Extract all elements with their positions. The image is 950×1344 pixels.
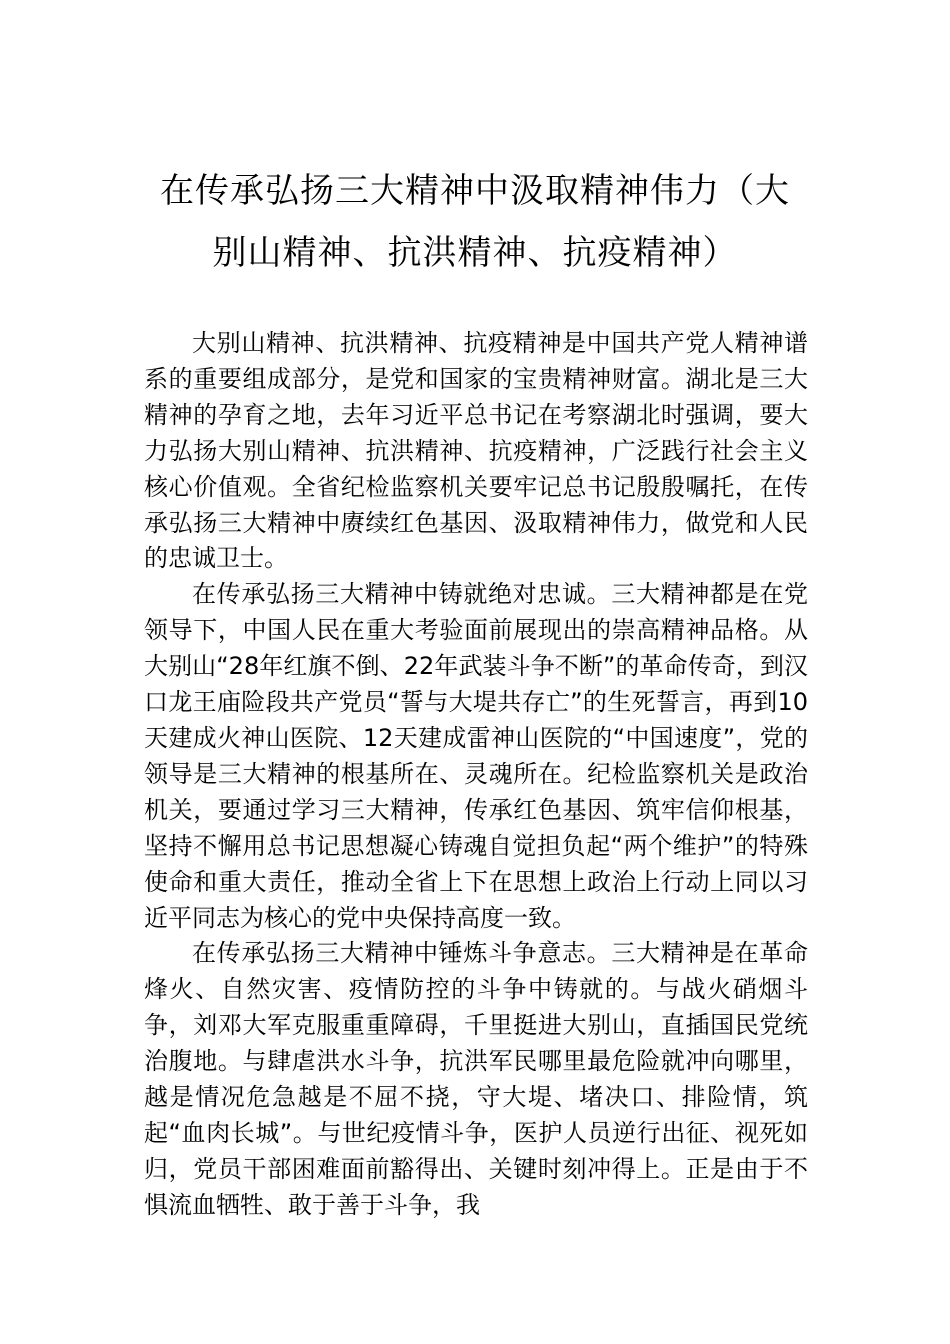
document-body bbox=[144, 326, 808, 1224]
paragraph-struggle: 在传承弘扬三大精神中锤炼斗争意志。三大精神是在革命烽火、自然灾害、疫情防控的斗争中铸就的。与战火硝烟斗争，刘邓大军克服重重障碍，千里挺进大别山，直插国民党统治腹地。与肆虐洪水斗争，抗洪军民哪里最危险就冲向哪里，越是情况危急越是不屈不挠，守大堤、堵决口、排险情，筑起“血肉长城”。与世纪疫情斗争，医护人员逆行出征、视死如归，党员干部困难面前豁得出、关键时刻冲得上。正是由于不惧流血牺牲、敢于善于斗争，我 bbox=[144, 939, 808, 1219]
document-title-line-2: 别山精神、抗洪精神、抗疫精神） bbox=[212, 233, 738, 273]
document-title bbox=[140, 160, 810, 284]
paragraph-intro: 大别山精神、抗洪精神、抗疫精神是中国共产党人精神谱系的重要组成部分，是党和国家的宝贵精神财富。湖北是三大精神的孕育之地，去年习近平总书记在考察湖北时强调，要大力弘扬大别山精神、抗洪精神、抗疫精神，广泛践行社会主义核心价值观。全省纪检监察机关要牢记总书记殷殷嘱托，在传承弘扬三大精神中赓续红色基因、汲取精神伟力，做党和人民的忠诚卫士。 bbox=[144, 329, 808, 573]
paragraph-loyalty: 在传承弘扬三大精神中铸就绝对忠诚。三大精神都是在党领导下，中国人民在重大考验面前展现出的崇高精神品格。从大别山“28年红旗不倒、22年武装斗争不断”的革命传奇，到汉口龙王庙险段共产党员“誓与大堤共存亡”的生死誓言，再到10天建成火神山医院、12天建成雷神山医院的“中国速度”，党的领导是三大精神的根基所在、灵魂所在。纪检监察机关是政治机关，要通过学习三大精神，传承红色基因、筑牢信仰根基，坚持不懈用总书记思想凝心铸魂自觉担负起“两个维护”的特殊使命和重大责任，推动全省上下在思想上政治上行动上同以习近平同志为核心的党中央保持高度一致。 bbox=[144, 580, 808, 932]
document-title-line-1: 在传承弘扬三大精神中汲取精神伟力（大 bbox=[160, 171, 790, 211]
